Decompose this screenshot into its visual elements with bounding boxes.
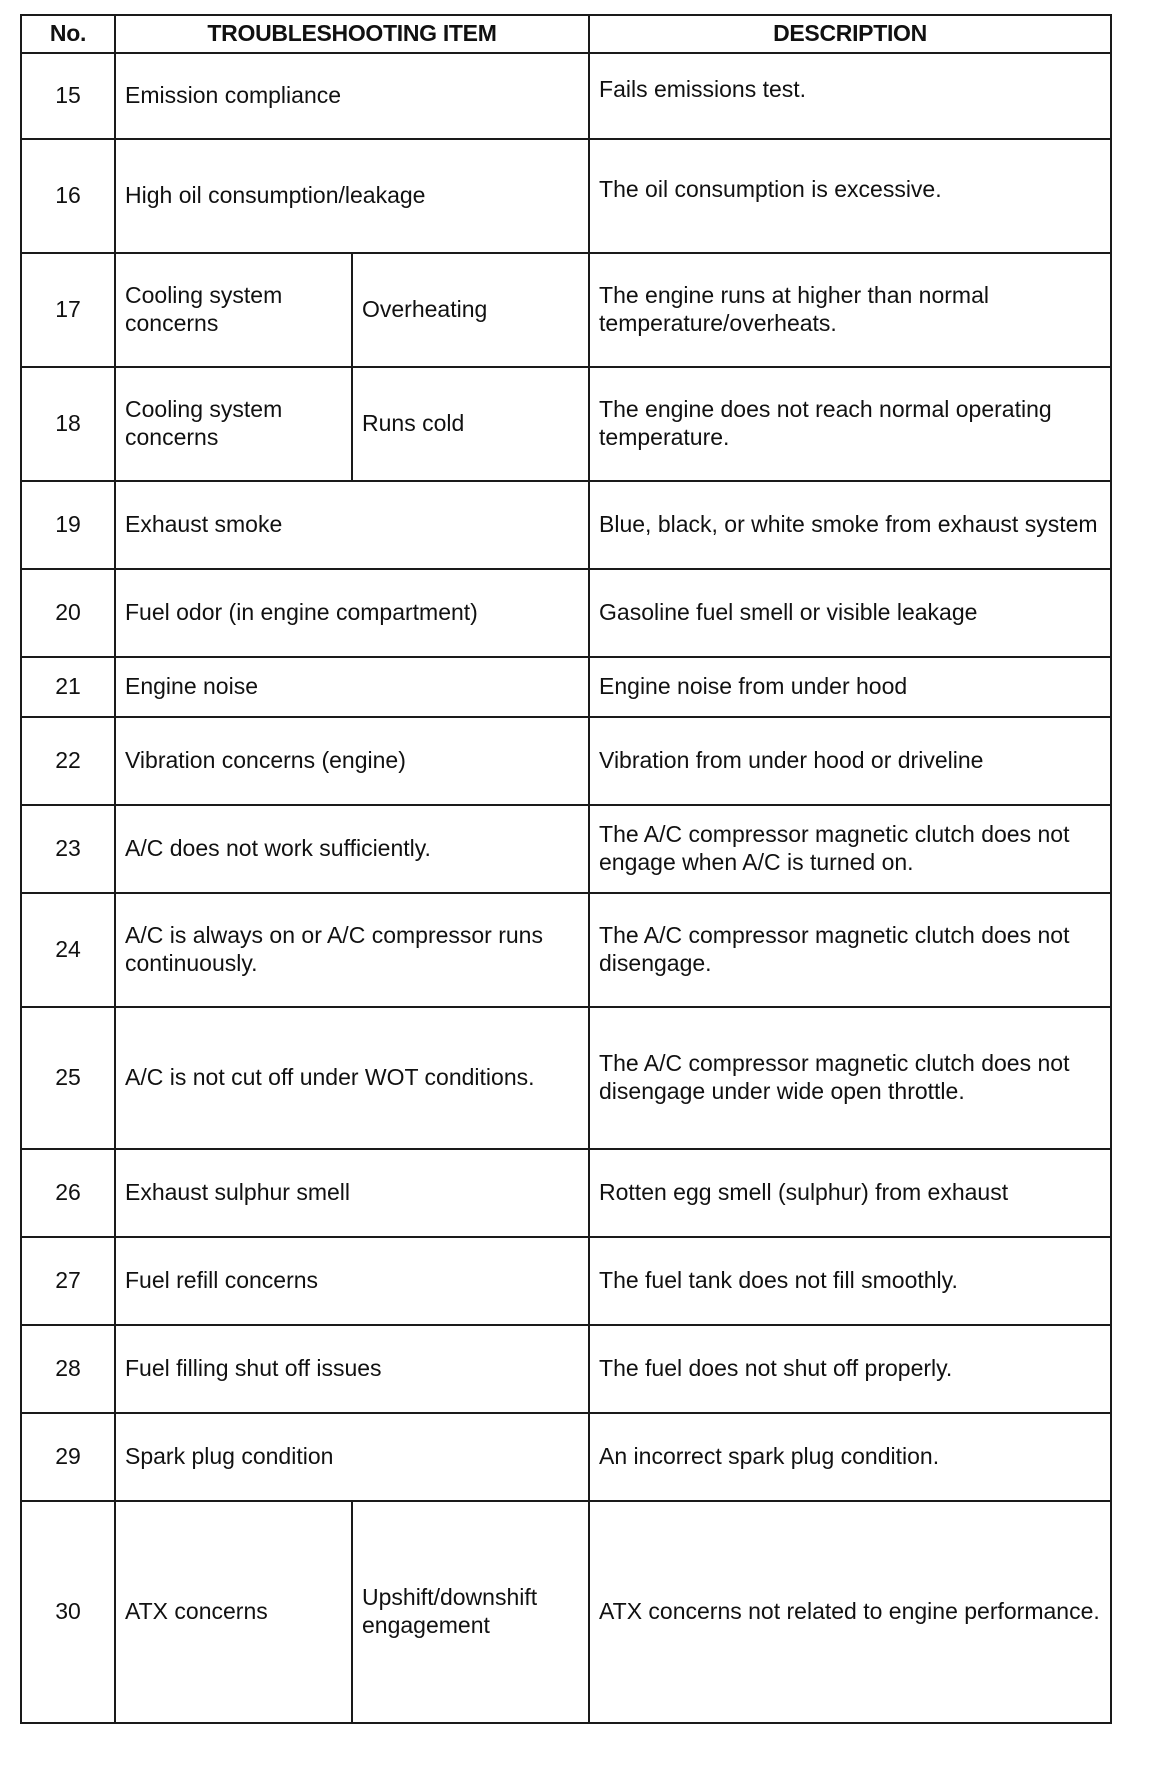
- table-row: [21, 481, 1111, 569]
- item-description: The A/C compressor magnetic clutch does not disengage.: [589, 893, 1111, 1007]
- row-number: 20: [21, 569, 115, 657]
- row-number: 27: [21, 1237, 115, 1325]
- troubleshooting-item: Fuel odor (in engine compartment): [115, 569, 589, 657]
- row-number: 15: [21, 53, 115, 139]
- troubleshooting-item: ATX concerns: [115, 1501, 352, 1723]
- header-no: No.: [21, 15, 115, 53]
- troubleshooting-table: [20, 14, 1112, 1724]
- item-description: Rotten egg smell (sulphur) from exhaust: [589, 1149, 1111, 1237]
- item-description: The engine does not reach normal operating temperature.: [589, 367, 1111, 481]
- row-number: 23: [21, 805, 115, 893]
- table-row: [21, 1237, 1111, 1325]
- troubleshooting-item: Spark plug condition: [115, 1413, 589, 1501]
- troubleshooting-item: Cooling system concerns: [115, 253, 352, 367]
- table-row: [21, 893, 1111, 1007]
- row-number: 30: [21, 1501, 115, 1723]
- troubleshooting-item: A/C does not work sufficiently.: [115, 805, 589, 893]
- table-row: [21, 139, 1111, 253]
- row-number: 16: [21, 139, 115, 253]
- description-text: The oil consumption is excessive.: [599, 176, 942, 203]
- table-row: [21, 1501, 1111, 1723]
- table-row: [21, 657, 1111, 717]
- table-row: [21, 1149, 1111, 1237]
- troubleshooting-item: Fuel filling shut off issues: [115, 1325, 589, 1413]
- item-description: An incorrect spark plug condition.: [589, 1413, 1111, 1501]
- row-number: 22: [21, 717, 115, 805]
- item-description: The fuel does not shut off properly.: [589, 1325, 1111, 1413]
- table-header-row: [21, 15, 1111, 53]
- item-description: [589, 139, 1111, 253]
- item-description: The A/C compressor magnetic clutch does not engage when A/C is turned on.: [589, 805, 1111, 893]
- row-number: 21: [21, 657, 115, 717]
- header-troubleshooting-item: TROUBLESHOOTING ITEM: [115, 15, 589, 53]
- troubleshooting-item: Exhaust smoke: [115, 481, 589, 569]
- table-row: [21, 1007, 1111, 1149]
- troubleshooting-item: Exhaust sulphur smell: [115, 1149, 589, 1237]
- item-description: Blue, black, or white smoke from exhaust system: [589, 481, 1111, 569]
- header-description: DESCRIPTION: [589, 15, 1111, 53]
- troubleshooting-item: Engine noise: [115, 657, 589, 717]
- troubleshooting-item: Cooling system concerns: [115, 367, 352, 481]
- row-number: 18: [21, 367, 115, 481]
- row-number: 28: [21, 1325, 115, 1413]
- troubleshooting-item: Fuel refill concerns: [115, 1237, 589, 1325]
- troubleshooting-subitem: Runs cold: [352, 367, 589, 481]
- description-text: Fails emissions test.: [599, 76, 807, 103]
- row-number: 24: [21, 893, 115, 1007]
- row-number: 17: [21, 253, 115, 367]
- table-row: [21, 569, 1111, 657]
- item-description: The engine runs at higher than normal temperature/overheats.: [589, 253, 1111, 367]
- table-row: [21, 367, 1111, 481]
- troubleshooting-item: A/C is always on or A/C compressor runs continuously.: [115, 893, 589, 1007]
- item-description: Engine noise from under hood: [589, 657, 1111, 717]
- item-description: ATX concerns not related to engine performance.: [589, 1501, 1111, 1723]
- row-number: 26: [21, 1149, 115, 1237]
- item-description: [589, 53, 1111, 139]
- troubleshooting-item: High oil consumption/leakage: [115, 139, 589, 253]
- troubleshooting-item: A/C is not cut off under WOT conditions.: [115, 1007, 589, 1149]
- table-row: [21, 717, 1111, 805]
- table-row: [21, 1413, 1111, 1501]
- troubleshooting-item: Vibration concerns (engine): [115, 717, 589, 805]
- item-description: Vibration from under hood or driveline: [589, 717, 1111, 805]
- troubleshooting-item: Emission compliance: [115, 53, 589, 139]
- item-description: The fuel tank does not fill smoothly.: [589, 1237, 1111, 1325]
- table-row: [21, 805, 1111, 893]
- table-row: [21, 53, 1111, 139]
- row-number: 25: [21, 1007, 115, 1149]
- troubleshooting-subitem: Overheating: [352, 253, 589, 367]
- row-number: 29: [21, 1413, 115, 1501]
- table-row: [21, 1325, 1111, 1413]
- item-description: Gasoline fuel smell or visible leakage: [589, 569, 1111, 657]
- table-row: [21, 253, 1111, 367]
- item-description: The A/C compressor magnetic clutch does not disengage under wide open throttle.: [589, 1007, 1111, 1149]
- troubleshooting-subitem: Upshift/downshift engagement: [352, 1501, 589, 1723]
- row-number: 19: [21, 481, 115, 569]
